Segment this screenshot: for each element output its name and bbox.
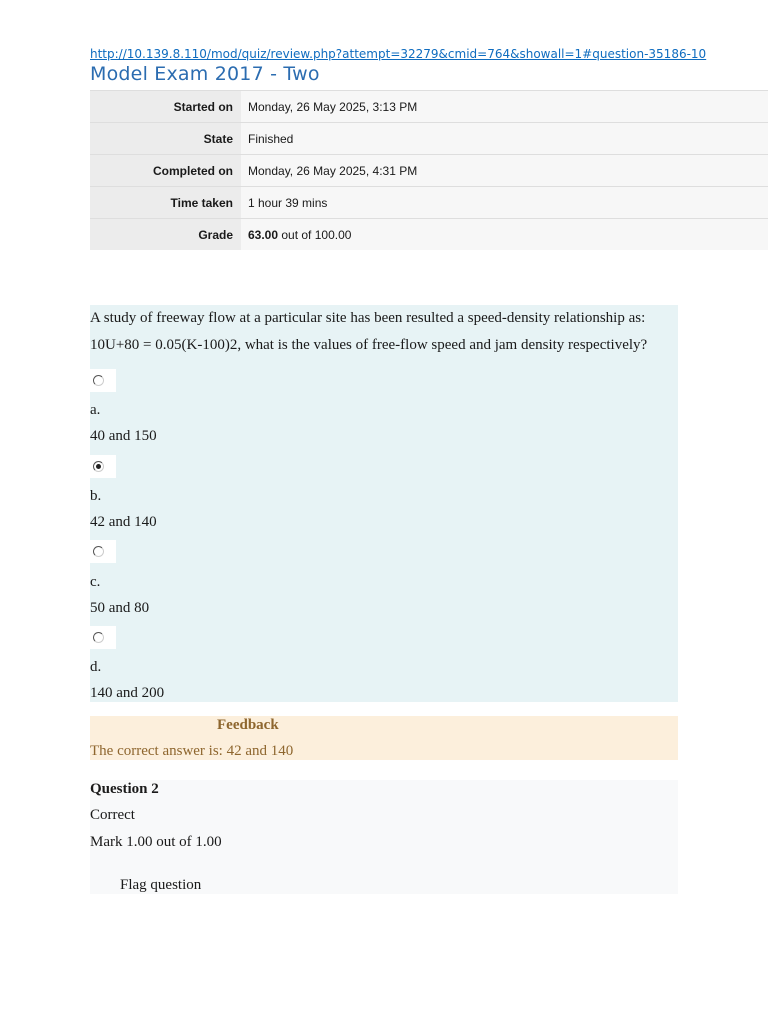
page-title: Model Exam 2017 - Two	[90, 63, 320, 85]
option-c-radio-wrap[interactable]	[90, 540, 116, 563]
option-a-radio[interactable]	[93, 375, 104, 386]
question-2-title: Question 2	[90, 781, 159, 797]
option-b-text[interactable]: 42 and 140	[90, 514, 157, 530]
option-a-letter: a.	[90, 402, 101, 418]
option-d-letter: d.	[90, 659, 102, 675]
summary-row-time-taken	[90, 187, 768, 219]
option-d-radio-wrap[interactable]	[90, 626, 116, 649]
option-d-radio[interactable]	[93, 632, 104, 643]
feedback-text: The correct answer is: 42 and 140	[90, 743, 294, 759]
question-text-line-1: A study of freeway flow at a particular site has been resulted a speed-density relationship as:	[90, 310, 646, 326]
option-d-text[interactable]: 140 and 200	[90, 685, 165, 701]
question-text	[90, 305, 678, 359]
summary-value: Monday, 26 May 2025, 4:31 PM	[241, 155, 768, 187]
option-b-radio-wrap[interactable]	[90, 455, 116, 478]
grade-score: 63.00	[248, 227, 279, 242]
summary-row-completed	[90, 155, 768, 187]
option-c-letter: c.	[90, 574, 101, 590]
summary-value: 1 hour 39 mins	[241, 187, 768, 219]
feedback-heading: Feedback	[217, 717, 279, 733]
option-c-text[interactable]: 50 and 80	[90, 600, 150, 616]
question-2-info	[90, 780, 678, 894]
grade-out-of: out of 100.00	[278, 227, 352, 242]
summary-label: State	[90, 123, 241, 155]
option-b-letter: b.	[90, 488, 102, 504]
summary-value: Monday, 26 May 2025, 3:13 PM	[241, 91, 768, 123]
question-1-panel	[90, 305, 678, 702]
question-text-line-2: 10U+80 = 0.05(K-100)2, what is the values of free-flow speed and jam density respectively?	[90, 337, 648, 353]
option-a-radio-wrap[interactable]	[90, 369, 116, 392]
summary-label: Started on	[90, 91, 241, 123]
option-a-text[interactable]: 40 and 150	[90, 428, 157, 444]
feedback-panel	[90, 716, 678, 760]
page-url-link[interactable]: http://10.139.8.110/mod/quiz/review.php?attempt=32279&cmid=764&showall=1#question-35186-10	[90, 47, 707, 61]
option-b-radio[interactable]	[93, 461, 104, 472]
attempt-summary-table	[90, 90, 768, 250]
summary-row-started	[90, 91, 768, 123]
summary-value: Finished	[241, 123, 768, 155]
summary-label: Completed on	[90, 155, 241, 187]
summary-value	[241, 219, 768, 251]
flag-question-link[interactable]: Flag question	[120, 877, 202, 893]
summary-row-state	[90, 123, 768, 155]
summary-row-grade	[90, 219, 768, 251]
summary-label: Grade	[90, 219, 241, 251]
summary-label: Time taken	[90, 187, 241, 219]
option-c-radio[interactable]	[93, 546, 104, 557]
question-2-mark: Mark 1.00 out of 1.00	[90, 834, 222, 850]
question-2-state: Correct	[90, 807, 135, 823]
